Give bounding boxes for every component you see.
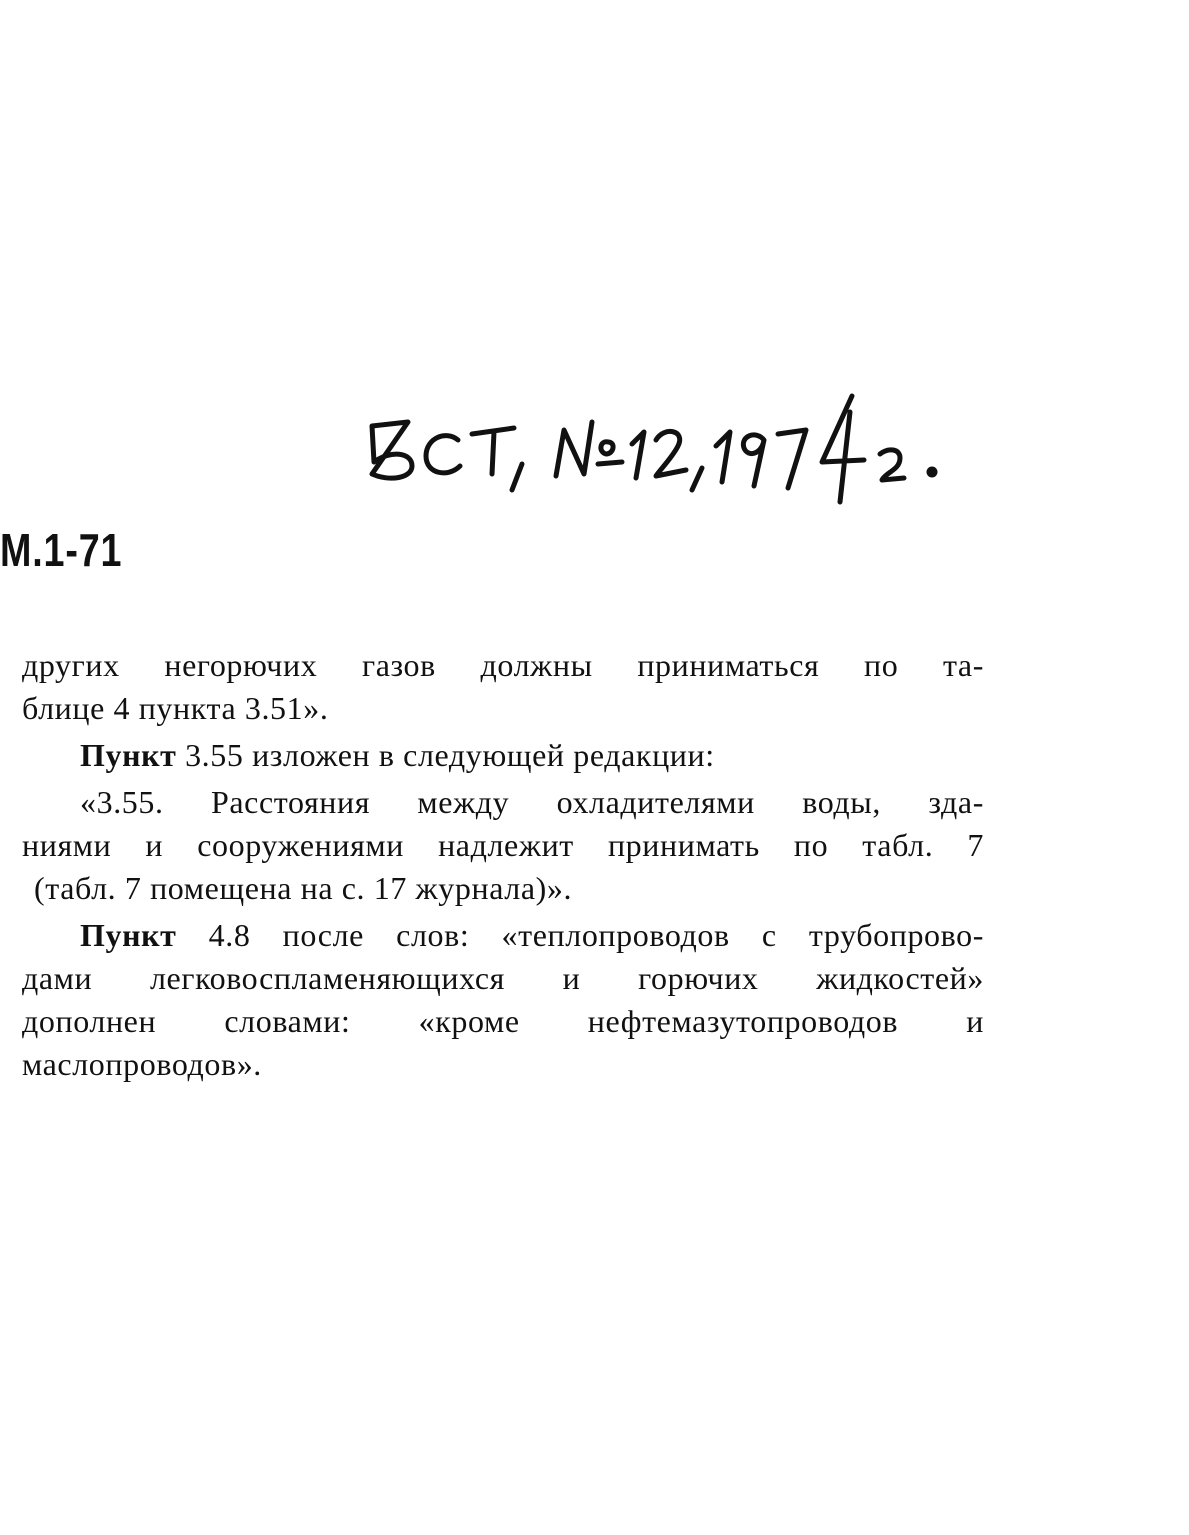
text-line <box>22 914 984 957</box>
text-line: ниями и сооружениями надлежит принимать по табл. 7 <box>22 827 984 863</box>
text-line: дополнен словами: «кроме нефтемазутопроводов и <box>22 1003 984 1039</box>
text-line: других негорючих газов должны приниматься по та- <box>22 647 984 683</box>
text-line: (табл. 7 помещена на с. 17 журнала)». <box>34 870 573 906</box>
paragraph-lead: Пункт <box>80 917 177 953</box>
paragraph-2 <box>22 734 984 777</box>
paragraph-4 <box>22 914 984 1086</box>
paragraph-lead: Пункт <box>80 737 177 773</box>
text-line <box>22 734 984 777</box>
handwritten-note-image <box>360 382 1000 512</box>
paragraph-3 <box>22 781 984 910</box>
paragraph-text: 4.8 после слов: «теплопроводов с трубопрово- <box>176 917 984 953</box>
text-line: маслопроводов». <box>22 1046 262 1082</box>
paragraph-text: 3.55 изложен в следующей редакции: <box>176 737 715 773</box>
text-line: блице 4 пункта 3.51». <box>22 690 329 726</box>
paragraph-1 <box>22 644 984 730</box>
text-line: дами легковоспламеняющихся и горючих жидкостей» <box>22 960 984 996</box>
document-body <box>22 640 984 1086</box>
handwritten-annotation <box>360 382 1000 512</box>
text-line: «3.55. Расстояния между охладителями воды, зда- <box>80 784 984 820</box>
document-code: М.1-71 <box>0 524 123 576</box>
